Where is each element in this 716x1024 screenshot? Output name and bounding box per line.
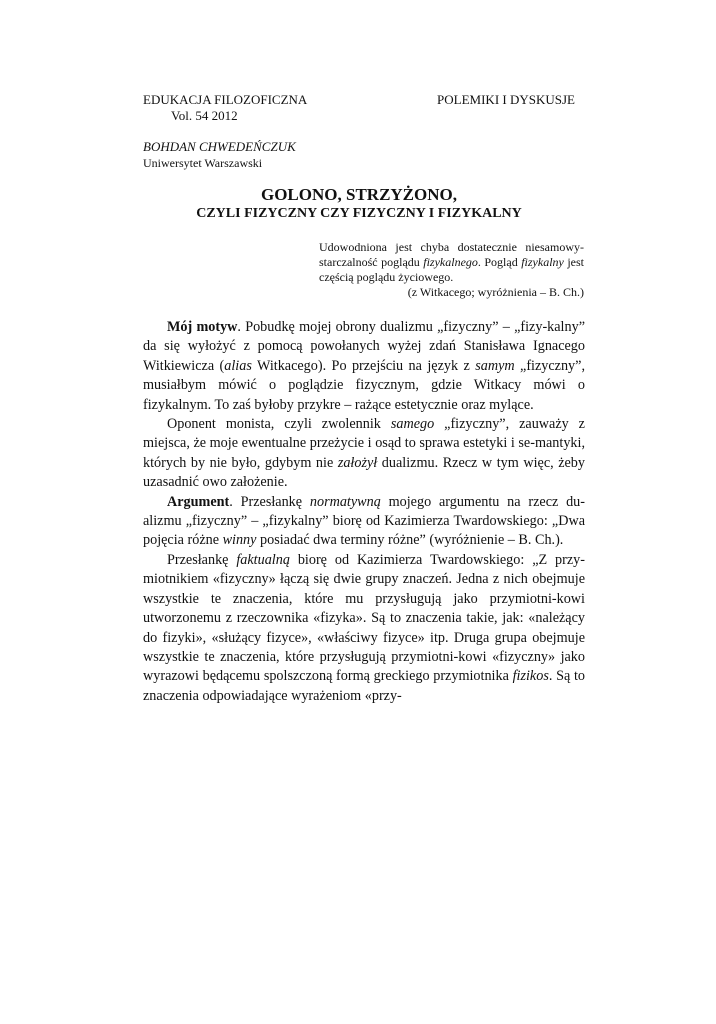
epigraph-source: (z Witkacego; wyróżnienia – B. Ch.) bbox=[407, 285, 584, 299]
section-heading: Mój motyw bbox=[167, 319, 238, 335]
emphasis: samym bbox=[475, 357, 515, 374]
paragraph-opponent bbox=[143, 415, 585, 493]
paragraph-text: . Przesłankę bbox=[229, 493, 310, 510]
epigraph-text: . Pogląd bbox=[477, 255, 522, 269]
emphasis: normatywną bbox=[309, 493, 381, 510]
epigraph-text: Udowodniona jest chyba dostatecznie niesamowy-starczalność poglądu bbox=[319, 240, 584, 269]
paragraph-text: dualizmu. Rzecz w tym więc, żeby uzasadnić owo założenie. bbox=[143, 454, 585, 491]
paragraph-text: . Pobudkę mojej obrony dualizmu „fizyczny” – „fizy-kalny” da się wyłożyć z pomocą powołanych wyżej zdań Stanisława Ignacego Witkiewicza ( bbox=[143, 319, 585, 374]
epigraph-emphasis: fizykalnego bbox=[423, 255, 478, 269]
paragraph-text: Przesłankę bbox=[167, 551, 237, 568]
paragraph-text: biorę od Kazimierza Twardowskiego: „Z przy-miotnikiem «fizyczny» łączą się dwie grupy znaczeń. Jedna z nich obejmuje wszystkie te znaczenia, które mu przysługują jako przymiotni-kowi utworzonemu z rzeczownika «fizyka». Są to znaczenia takie, jak: «należący do fizyki», «służący fizyce», «właściwy fizyce» itp. Druga grupa obejmuje wszystkie te znaczenia, które przysługują przymiotni-kowi «fizyczny» jako wyrazowi będącemu spolszczoną formą greckiego przymiotnika bbox=[143, 551, 585, 685]
epigraph bbox=[319, 240, 584, 300]
journal-name: EDUKACJA FILOZOFICZNA bbox=[143, 92, 308, 107]
paragraph-text: . Są to znaczenia odpowiadające wyrażeniom «przy- bbox=[143, 668, 585, 704]
paragraph-text: Witkacego). Po przejściu na język z bbox=[251, 357, 476, 374]
emphasis: faktualną bbox=[236, 551, 290, 568]
paragraph-motive bbox=[143, 318, 585, 415]
title-line-2: CZYLI FIZYCZNY CZY FIZYCZNY I FIZYKALNY bbox=[196, 206, 522, 221]
paragraph-argument bbox=[143, 493, 585, 551]
article-body bbox=[143, 318, 585, 706]
emphasis: alias bbox=[224, 357, 252, 374]
epigraph-text: jest częścią poglądu życiowego. bbox=[319, 255, 584, 284]
title-line-1: GOLONO, STRZYŻONO, bbox=[260, 185, 457, 204]
volume-label: Vol. 54 2012 bbox=[171, 108, 238, 123]
section-heading: Argument bbox=[167, 493, 230, 510]
emphasis: winny bbox=[222, 532, 257, 549]
paragraph-text: posiadać dwa terminy różne” (wyróżnienie – B. Ch.). bbox=[256, 532, 564, 549]
emphasis: założył bbox=[337, 454, 378, 471]
author-name: BOHDAN CHWEDEŃCZUK bbox=[143, 139, 296, 154]
paragraph-text: „fizyczny”, musiałbym mówić o poglądzie fizycznym, gdzie Witkacy mówi o fizykalnym. To zaś byłoby przykre – rażące estetycznie oraz mylące. bbox=[143, 357, 585, 413]
paragraph-text: mojego argumentu na rzecz du-alizmu „fizyczny” – „fizykalny” biorę od Kazimierza Twardowskiego: „Dwa pojęcia różne bbox=[143, 493, 585, 549]
paragraph-text: „fizyczny”, zauważy z miejsca, że moje ewentualne przeżycie i osąd to sprawa estetyki i se-mantyki, których by nie było, gdybym nie bbox=[143, 416, 585, 471]
author-block bbox=[143, 139, 296, 171]
emphasis: fizikos bbox=[512, 668, 549, 685]
paragraph-factual-premise bbox=[143, 551, 585, 706]
article-title bbox=[143, 185, 575, 223]
epigraph-emphasis: fizykalny bbox=[521, 255, 564, 269]
paragraph-text: Oponent monista, czyli zwolennik bbox=[167, 416, 391, 433]
emphasis: samego bbox=[390, 416, 435, 433]
author-affiliation: Uniwersytet Warszawski bbox=[143, 156, 263, 170]
section-name: POLEMIKI I DYSKUSJE bbox=[437, 92, 575, 107]
